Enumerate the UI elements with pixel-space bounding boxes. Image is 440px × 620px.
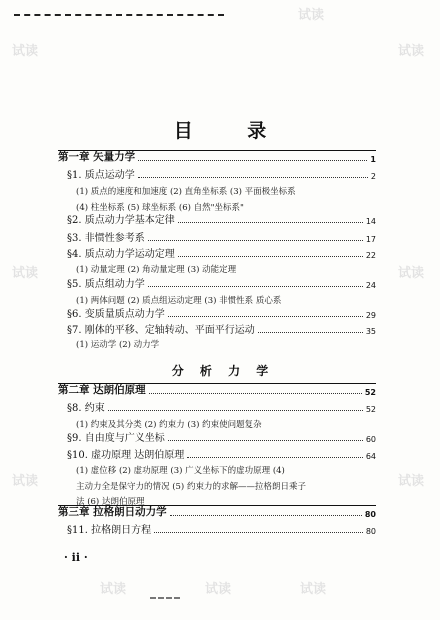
toc-subtopics: (1) 动量定理 (2) 角动量定理 (3) 动能定理 (76, 265, 237, 275)
toc-text: §11. 拉格朗日方程 (67, 525, 152, 536)
toc-subtopics: (1) 运动学 (2) 动力学 (76, 340, 160, 350)
toc-text: §5. 质点组动力学 (67, 279, 145, 290)
toc-subtopics: (1) 两体问题 (2) 质点组运动定理 (3) 非惯性系 质心系 (76, 296, 282, 306)
toc-page-number: 64 (365, 452, 376, 461)
toc-page-number: 80 (365, 527, 376, 536)
toc-text: 第二章 达朗伯原理 (58, 384, 146, 396)
watermark: 试读 (300, 582, 327, 597)
toc-page-number: 35 (365, 327, 376, 336)
page-title: 目 录 (173, 120, 291, 142)
watermark: 试读 (398, 266, 425, 281)
toc-page-number: 24 (365, 281, 376, 290)
watermark: 试读 (12, 266, 39, 281)
page-footer: · ii · (64, 551, 88, 564)
toc-page-number: 17 (365, 235, 376, 244)
watermark: 试读 (398, 474, 425, 489)
toc-page-number: 14 (365, 217, 376, 226)
toc-text: §4. 质点动力学运动定理 (67, 249, 175, 260)
toc-text: §2. 质点动力学基本定律 (67, 215, 175, 226)
toc-section (67, 230, 376, 244)
toc-text: §7. 刚体的平移、定轴转动、平面平行运动 (67, 325, 255, 336)
toc-page-number: 2 (370, 172, 376, 181)
part-heading: 分 析 力 学 (171, 364, 275, 378)
toc-chapter-3 (58, 505, 376, 519)
toc-section (67, 430, 376, 444)
top-border-dashes (14, 14, 224, 16)
watermark: 试读 (12, 44, 39, 59)
bottom-smudge (150, 597, 180, 599)
toc-text: §3. 非惯性参考系 (67, 233, 145, 244)
toc-page-number: 52 (365, 405, 376, 414)
toc-section (67, 212, 376, 226)
toc-text: §6. 变质量质点动力学 (67, 309, 165, 320)
toc-section (67, 322, 376, 336)
toc-text: §10. 虚功原理 达朗伯原理 (67, 450, 185, 461)
watermark: 试读 (12, 474, 39, 489)
toc-text: §8. 约束 (67, 403, 105, 414)
toc-text: 第一章 矢量力学 (58, 151, 136, 163)
toc-page-number: 80 (364, 510, 376, 519)
watermark: 试读 (298, 8, 325, 23)
watermark: 试读 (398, 44, 425, 59)
toc-section (67, 276, 376, 290)
toc-subtopics: (1) 质点的速度和加速度 (2) 直角坐标系 (3) 平面极坐标系 (76, 187, 296, 197)
toc-page-number: 29 (365, 311, 376, 320)
toc-chapter-2 (58, 383, 376, 397)
toc-text: 第三章 拉格朗日动力学 (58, 506, 167, 518)
toc-section (67, 447, 376, 461)
toc-page-number: 52 (364, 388, 376, 397)
toc-subtopics: (1) 约束及其分类 (2) 约束力 (3) 约束使问题复杂 (76, 420, 262, 430)
toc-page-number: 22 (365, 251, 376, 260)
watermark: 试读 (205, 582, 232, 597)
toc-subtopics: 主动力全是保守力的情况 (5) 约束力的求解——拉格朗日乘子 (76, 482, 306, 492)
toc-subtopics: (1) 虚位移 (2) 虚功原理 (3) 广义坐标下的虚功原理 (4) (76, 466, 285, 476)
toc-page-number: 1 (370, 155, 376, 164)
toc-chapter-1 (58, 150, 376, 164)
toc-text: §1. 质点运动学 (67, 170, 135, 181)
toc-section (67, 246, 376, 260)
toc-section (67, 306, 376, 320)
toc-subtopics: (4) 柱坐标系 (5) 球坐标系 (6) 自然"坐标系" (76, 203, 244, 213)
toc-text: §9. 自由度与广义坐标 (67, 433, 165, 444)
toc-subtopics: 法 (6) 达朗伯原理 (76, 497, 145, 507)
toc-section (67, 522, 376, 536)
watermark: 试读 (100, 582, 127, 597)
toc-page-number: 60 (365, 435, 376, 444)
toc-section (67, 167, 376, 181)
toc-section (67, 400, 376, 414)
